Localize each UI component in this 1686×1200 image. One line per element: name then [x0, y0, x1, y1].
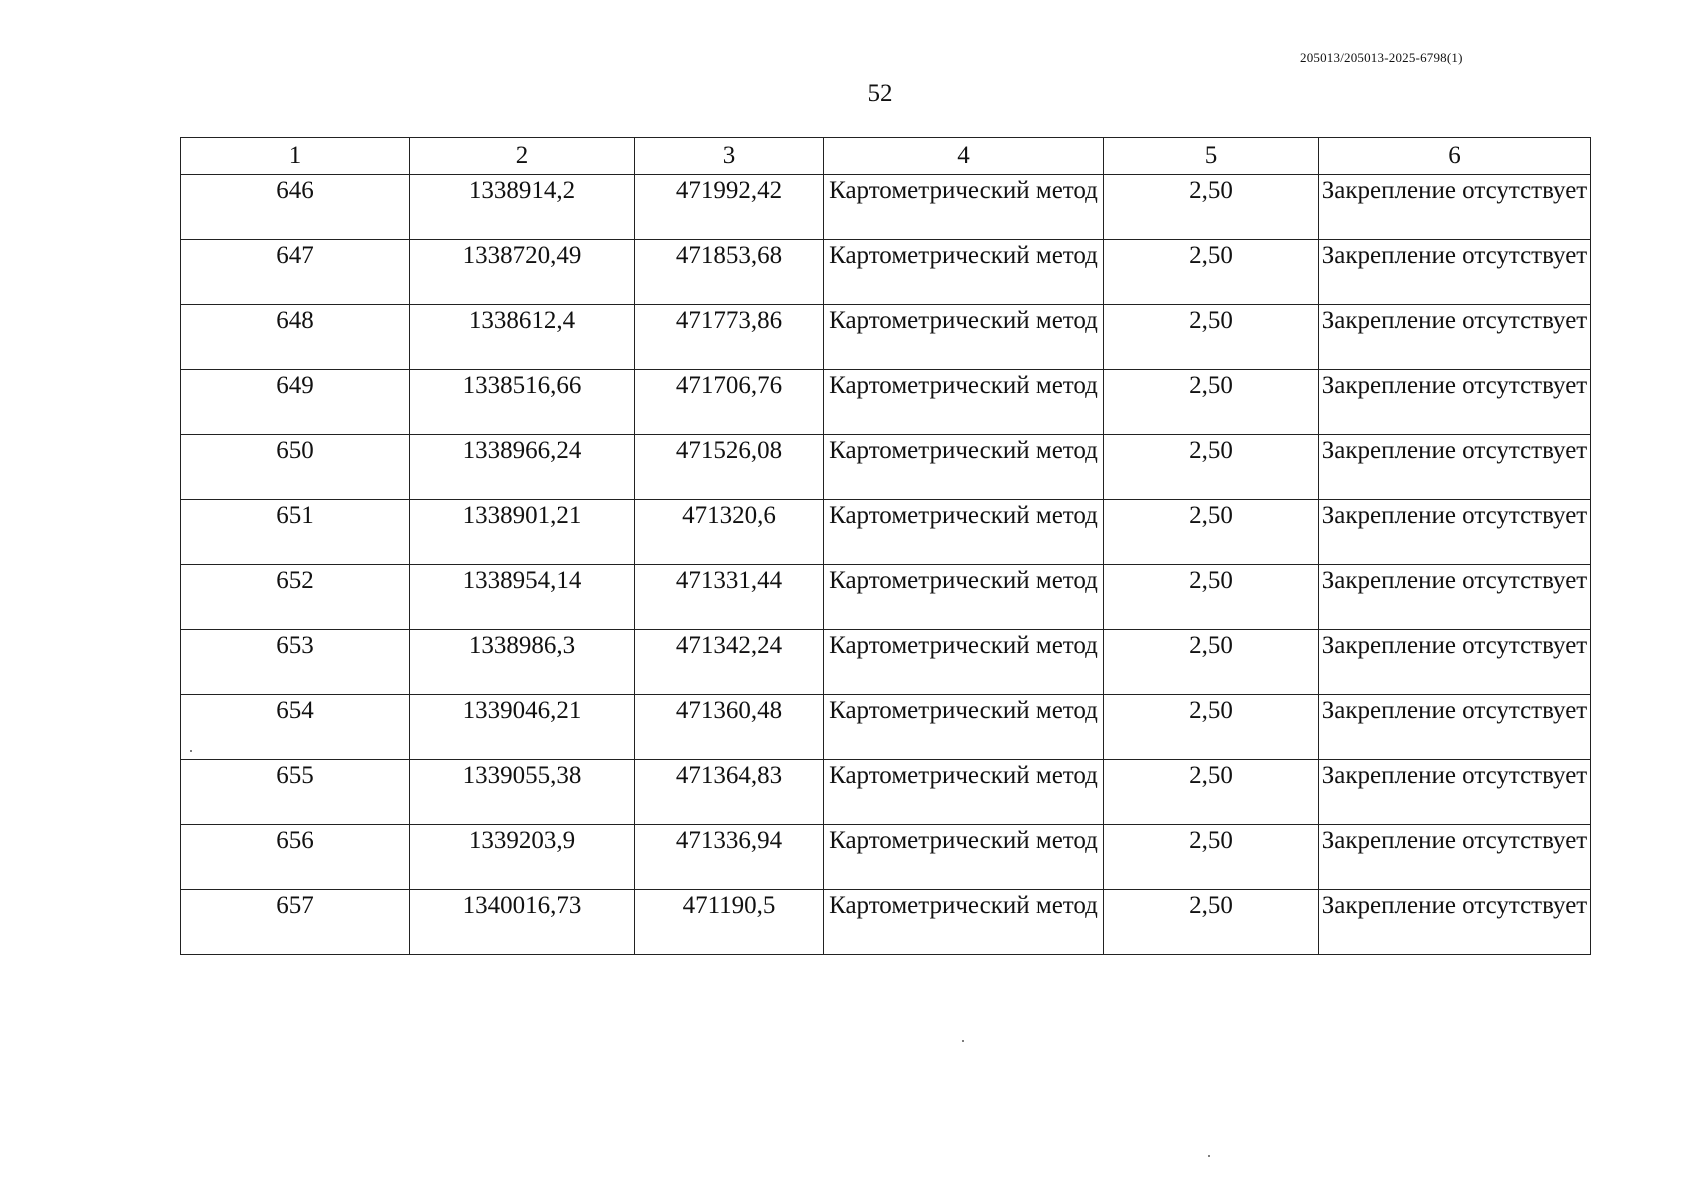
x-coordinate-cell-text: 1338901,21	[462, 502, 582, 529]
fixing-cell-text: Закрепление отсутствует	[1321, 372, 1588, 399]
point-number-cell	[181, 630, 410, 695]
y-coordinate-cell-text: 471364,83	[675, 762, 783, 789]
point-number-cell	[181, 175, 410, 240]
fixing-cell	[1319, 175, 1591, 240]
point-number-cell-text: 652	[276, 567, 314, 594]
column-header-2: 2	[410, 138, 635, 175]
accuracy-cell-text: 2,50	[1189, 697, 1233, 724]
method-cell	[824, 240, 1104, 305]
fixing-cell-text: Закрепление отсутствует	[1321, 827, 1588, 854]
x-coordinate-cell	[410, 435, 635, 500]
point-number-cell-text: 657	[276, 892, 314, 919]
fixing-cell	[1319, 370, 1591, 435]
method-cell-text: Картометрический метод	[829, 892, 1098, 919]
fixing-cell-text: Закрепление отсутствует	[1321, 567, 1588, 594]
x-coordinate-cell	[410, 760, 635, 825]
accuracy-cell	[1104, 305, 1319, 370]
x-coordinate-cell-text: 1338914,2	[468, 177, 576, 204]
accuracy-cell-text: 2,50	[1189, 892, 1233, 919]
table-row	[181, 370, 1591, 435]
fixing-cell	[1319, 630, 1591, 695]
method-cell-text: Картометрический метод	[829, 437, 1098, 464]
point-number-cell-text: 653	[276, 632, 314, 659]
x-coordinate-cell-text: 1340016,73	[462, 892, 582, 919]
fixing-cell-text: Закрепление отсутствует	[1321, 762, 1588, 789]
column-header-6: 6	[1319, 138, 1591, 175]
accuracy-cell	[1104, 175, 1319, 240]
fixing-cell	[1319, 825, 1591, 890]
accuracy-cell	[1104, 435, 1319, 500]
table-row	[181, 695, 1591, 760]
point-number-cell	[181, 240, 410, 305]
y-coordinate-cell-text: 471190,5	[682, 892, 776, 919]
point-number-cell	[181, 565, 410, 630]
table-row	[181, 825, 1591, 890]
y-coordinate-cell	[635, 370, 824, 435]
point-number-cell-text: 649	[276, 372, 314, 399]
fixing-cell-text: Закрепление отсутствует	[1321, 307, 1588, 334]
accuracy-cell	[1104, 760, 1319, 825]
x-coordinate-cell	[410, 370, 635, 435]
y-coordinate-cell	[635, 890, 824, 955]
method-cell-text: Картометрический метод	[829, 372, 1098, 399]
method-cell-text: Картометрический метод	[829, 177, 1098, 204]
y-coordinate-cell	[635, 305, 824, 370]
point-number-cell-text: 656	[276, 827, 314, 854]
accuracy-cell-text: 2,50	[1189, 502, 1233, 529]
x-coordinate-cell	[410, 825, 635, 890]
accuracy-cell	[1104, 890, 1319, 955]
method-cell-text: Картометрический метод	[829, 307, 1098, 334]
table-row	[181, 760, 1591, 825]
y-coordinate-cell	[635, 435, 824, 500]
accuracy-cell	[1104, 825, 1319, 890]
method-cell-text: Картометрический метод	[829, 762, 1098, 789]
method-cell-text: Картометрический метод	[829, 632, 1098, 659]
accuracy-cell	[1104, 630, 1319, 695]
column-header-1: 1	[181, 138, 410, 175]
point-number-cell-text: 654	[276, 697, 314, 724]
point-number-cell-text: 647	[276, 242, 314, 269]
method-cell	[824, 500, 1104, 565]
point-number-cell	[181, 695, 410, 760]
method-cell-text: Картометрический метод	[829, 827, 1098, 854]
fixing-cell	[1319, 565, 1591, 630]
x-coordinate-cell-text: 1338986,3	[468, 632, 576, 659]
y-coordinate-cell-text: 471331,44	[675, 567, 783, 594]
fixing-cell	[1319, 760, 1591, 825]
y-coordinate-cell-text: 471320,6	[682, 502, 776, 529]
accuracy-cell	[1104, 500, 1319, 565]
x-coordinate-cell	[410, 175, 635, 240]
y-coordinate-cell-text: 471342,24	[675, 632, 783, 659]
y-coordinate-cell-text: 471773,86	[675, 307, 783, 334]
accuracy-cell-text: 2,50	[1189, 762, 1233, 789]
y-coordinate-cell	[635, 240, 824, 305]
method-cell	[824, 630, 1104, 695]
y-coordinate-cell-text: 471992,42	[675, 177, 783, 204]
y-coordinate-cell-text: 471706,76	[675, 372, 783, 399]
point-number-cell	[181, 305, 410, 370]
table-body	[181, 175, 1591, 955]
method-cell	[824, 175, 1104, 240]
accuracy-cell-text: 2,50	[1189, 177, 1233, 204]
accuracy-cell-text: 2,50	[1189, 632, 1233, 659]
fixing-cell	[1319, 890, 1591, 955]
column-header-5: 5	[1104, 138, 1319, 175]
accuracy-cell-text: 2,50	[1189, 242, 1233, 269]
point-number-cell-text: 646	[276, 177, 314, 204]
table-header-row	[181, 138, 1591, 175]
accuracy-cell-text: 2,50	[1189, 307, 1233, 334]
y-coordinate-cell-text: 471336,94	[675, 827, 783, 854]
y-coordinate-cell	[635, 630, 824, 695]
x-coordinate-cell-text: 1339055,38	[462, 762, 582, 789]
y-coordinate-cell-text: 471853,68	[675, 242, 783, 269]
table-row	[181, 500, 1591, 565]
page-number: 52	[867, 80, 893, 107]
x-coordinate-cell-text: 1338954,14	[462, 567, 582, 594]
fixing-cell-text: Закрепление отсутствует	[1321, 632, 1588, 659]
point-number-cell-text: 655	[276, 762, 314, 789]
fixing-cell-text: Закрепление отсутствует	[1321, 177, 1588, 204]
accuracy-cell	[1104, 695, 1319, 760]
method-cell-text: Картометрический метод	[829, 502, 1098, 529]
point-number-cell-text: 651	[276, 502, 314, 529]
fixing-cell-text: Закрепление отсутствует	[1321, 697, 1588, 724]
method-cell-text: Картометрический метод	[829, 697, 1098, 724]
fixing-cell	[1319, 435, 1591, 500]
column-header-4: 4	[824, 138, 1104, 175]
fixing-cell-text: Закрепление отсутствует	[1321, 502, 1588, 529]
method-cell	[824, 435, 1104, 500]
table-row	[181, 890, 1591, 955]
table-row	[181, 305, 1591, 370]
x-coordinate-cell	[410, 305, 635, 370]
point-number-cell	[181, 370, 410, 435]
method-cell	[824, 370, 1104, 435]
point-number-cell-text: 650	[276, 437, 314, 464]
x-coordinate-cell-text: 1339203,9	[468, 827, 576, 854]
x-coordinate-cell	[410, 630, 635, 695]
x-coordinate-cell-text: 1338720,49	[462, 242, 582, 269]
accuracy-cell	[1104, 370, 1319, 435]
method-cell	[824, 760, 1104, 825]
x-coordinate-cell	[410, 565, 635, 630]
point-number-cell	[181, 760, 410, 825]
y-coordinate-cell-text: 471360,48	[675, 697, 783, 724]
scan-speck	[190, 750, 192, 752]
point-number-cell	[181, 890, 410, 955]
table-row	[181, 565, 1591, 630]
x-coordinate-cell	[410, 890, 635, 955]
x-coordinate-cell	[410, 695, 635, 760]
y-coordinate-cell	[635, 760, 824, 825]
method-cell-text: Картометрический метод	[829, 567, 1098, 594]
y-coordinate-cell	[635, 565, 824, 630]
method-cell	[824, 825, 1104, 890]
coordinates-table	[180, 137, 1591, 955]
accuracy-cell	[1104, 565, 1319, 630]
point-number-cell	[181, 500, 410, 565]
scan-speck	[962, 1040, 964, 1042]
table-row	[181, 240, 1591, 305]
point-number-cell	[181, 435, 410, 500]
fixing-cell-text: Закрепление отсутствует	[1321, 242, 1588, 269]
scan-speck	[1208, 1155, 1210, 1157]
fixing-cell	[1319, 305, 1591, 370]
method-cell-text: Картометрический метод	[829, 242, 1098, 269]
method-cell	[824, 695, 1104, 760]
accuracy-cell-text: 2,50	[1189, 567, 1233, 594]
fixing-cell-text: Закрепление отсутствует	[1321, 892, 1588, 919]
x-coordinate-cell-text: 1338966,24	[462, 437, 582, 464]
y-coordinate-cell	[635, 500, 824, 565]
x-coordinate-cell-text: 1339046,21	[462, 697, 582, 724]
fixing-cell-text: Закрепление отсутствует	[1321, 437, 1588, 464]
method-cell	[824, 565, 1104, 630]
table-row	[181, 435, 1591, 500]
x-coordinate-cell	[410, 240, 635, 305]
y-coordinate-cell	[635, 825, 824, 890]
accuracy-cell	[1104, 240, 1319, 305]
point-number-cell-text: 648	[276, 307, 314, 334]
point-number-cell	[181, 825, 410, 890]
fixing-cell	[1319, 695, 1591, 760]
document-id: 205013/205013-2025-6798(1)	[1300, 50, 1463, 65]
x-coordinate-cell-text: 1338516,66	[462, 372, 582, 399]
method-cell	[824, 890, 1104, 955]
accuracy-cell-text: 2,50	[1189, 437, 1233, 464]
accuracy-cell-text: 2,50	[1189, 372, 1233, 399]
x-coordinate-cell-text: 1338612,4	[468, 307, 576, 334]
y-coordinate-cell-text: 471526,08	[675, 437, 783, 464]
fixing-cell	[1319, 500, 1591, 565]
x-coordinate-cell	[410, 500, 635, 565]
accuracy-cell-text: 2,50	[1189, 827, 1233, 854]
method-cell	[824, 305, 1104, 370]
table-row	[181, 630, 1591, 695]
column-header-3: 3	[635, 138, 824, 175]
fixing-cell	[1319, 240, 1591, 305]
y-coordinate-cell	[635, 175, 824, 240]
y-coordinate-cell	[635, 695, 824, 760]
table-row	[181, 175, 1591, 240]
